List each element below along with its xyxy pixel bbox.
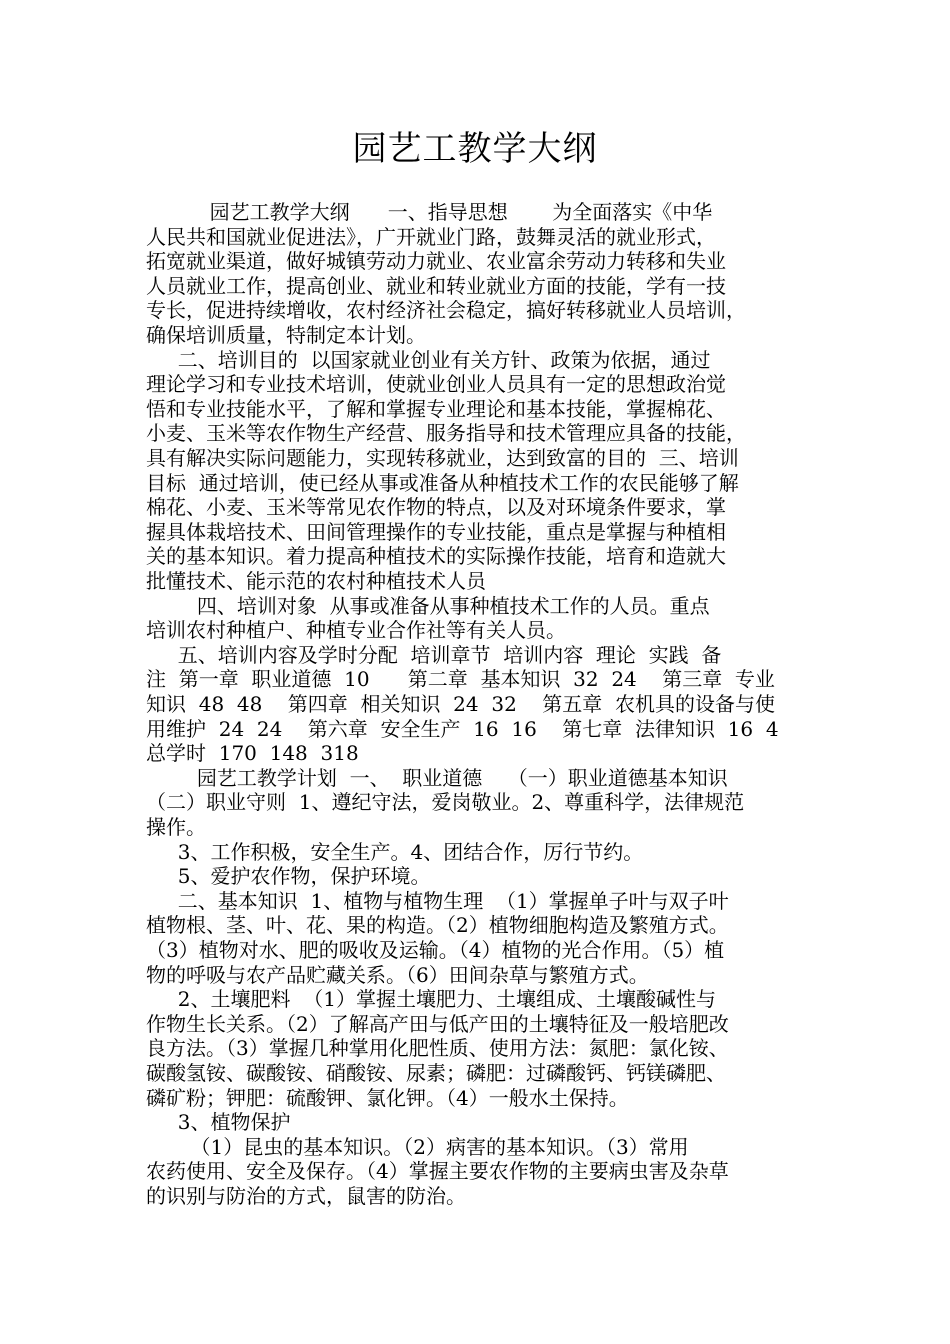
document-text-line: 磷矿粉；钾肥：硫酸钾、氯化钾。（4）一般水土保持。: [146, 1085, 629, 1110]
document-text-line: 悟和专业技能水平，了解和掌握专业理论和基本技能，掌握棉花、: [146, 396, 726, 421]
document-text-line: 批懂技术、能示范的农村种植技术人员: [146, 569, 486, 593]
document-text-line: 拓宽就业渠道，做好城镇劳动力就业、农业富余劳动力转移和失业: [146, 249, 726, 274]
document-text-line: 四、培训对象 从事或准备从事种植技术工作的人员。重点: [146, 593, 710, 618]
document-text-line: 园艺工教学大纲 一、指导思想 为全面落实《中华: [146, 200, 713, 224]
document-text-line: 专长，促进持续增收，农村经济社会稳定，搞好转移就业人员培训，: [146, 298, 746, 323]
document-text-line: 农药使用、安全及保存。（4）掌握主要农作物的主要病虫害及杂草: [146, 1159, 729, 1184]
document-text-line: 棉花、小麦、玉米等常见农作物的特点，以及对环境条件要求，掌: [146, 495, 726, 520]
document-text-line: 3、植物保护: [146, 1110, 291, 1135]
document-text-line: 注 第一章 职业道德 10 第二章 基本知识 32 24 第三章 专业: [146, 667, 775, 692]
document-text-line: （二）职业守则 1、遵纪守法，爱岗敬业。2、尊重科学，法律规范: [146, 790, 745, 815]
document-text-line: 具有解决实际问题能力，实现转移就业，达到致富的目的 三、培训: [146, 446, 739, 470]
document-text-line: 人民共和国就业促进法》，广开就业门路，鼓舞灵活的就业形式，: [146, 224, 716, 249]
document-text-line: 作物生长关系。（2）了解高产田与低产田的土壤特征及一般培肥改: [146, 1011, 729, 1036]
document-text-line: （3）植物对水、肥的吸收及运输。（4）植物的光合作用。（5）植: [146, 938, 725, 962]
document-text-line: 确保培训质量，特制定本计划。: [146, 323, 426, 347]
document-text-line: 5、爱护农作物，保护环境。: [146, 864, 431, 889]
document-text-line: 物的呼吸与农产品贮藏关系。（6）田间杂草与繁殖方式。: [146, 962, 649, 987]
document-text-line: 总学时 170 148 318: [146, 741, 359, 766]
document-text-line: 操作。: [146, 815, 206, 839]
document-text-line: 二、基本知识 1、植物与植物生理 （1）掌握单子叶与双子叶: [146, 888, 729, 913]
document-text-line: 良方法。（3）掌握几种掌用化肥性质、使用方法：氮肥：氯化铵、: [146, 1036, 729, 1061]
document-text-line: 五、培训内容及学时分配 培训章节 培训内容 理论 实践 备: [146, 642, 722, 667]
document-text-line: 园艺工教学计划 一、 职业道德 （一）职业道德基本知识: [146, 765, 728, 790]
document-text-line: 握具体栽培技术、田间管理操作的专业技能，重点是掌握与种植相: [146, 519, 726, 544]
document-text-line: 2、土壤肥料 （1）掌握土壤肥力、土壤组成、土壤酸碱性与: [146, 987, 716, 1012]
document-text-line: 3、工作积极，安全生产。4、团结合作，厉行节约。: [146, 839, 644, 864]
document-title: 园艺工教学大纲: [352, 129, 598, 169]
document-text-line: 知识 48 48 第四章 相关知识 24 32 第五章 农机具的设备与使: [146, 692, 775, 716]
document-text-line: 培训农村种植户、种植专业合作社等有关人员。: [146, 618, 566, 643]
document-text-line: 的识别与防治的方式，鼠害的防治。: [146, 1184, 466, 1208]
document-text-line: 小麦、玉米等农作物生产经营、服务指导和技术管理应具备的技能，: [146, 421, 746, 446]
document-text-line: 人员就业工作，提高创业、就业和转业就业方面的技能，学有一技: [146, 273, 726, 298]
document-text-line: 用维护 24 24 第六章 安全生产 16 16 第七章 法律知识 16 4: [146, 716, 779, 741]
document-text-line: 理论学习和专业技术培训，使就业创业人员具有一定的思想政治觉: [146, 372, 726, 397]
document-text-line: （1）昆虫的基本知识。（2）病害的基本知识。（3）常用: [146, 1134, 689, 1159]
document-text-line: 植物根、茎、叶、花、果的构造。（2）植物细胞构造及繁殖方式。: [146, 913, 729, 938]
document-text-line: 关的基本知识。着力提高种植技术的实际操作技能，培育和造就大: [146, 544, 726, 569]
document-text-line: 二、培训目的 以国家就业创业有关方针、政策为依据，通过: [146, 347, 711, 372]
document-text-line: 目标 通过培训，使已经从事或准备从种植技术工作的农民能够了解: [146, 470, 739, 495]
document-text-line: 碳酸氢铵、碳酸铵、硝酸铵、尿素；磷肥：过磷酸钙、钙镁磷肥、: [146, 1061, 726, 1085]
